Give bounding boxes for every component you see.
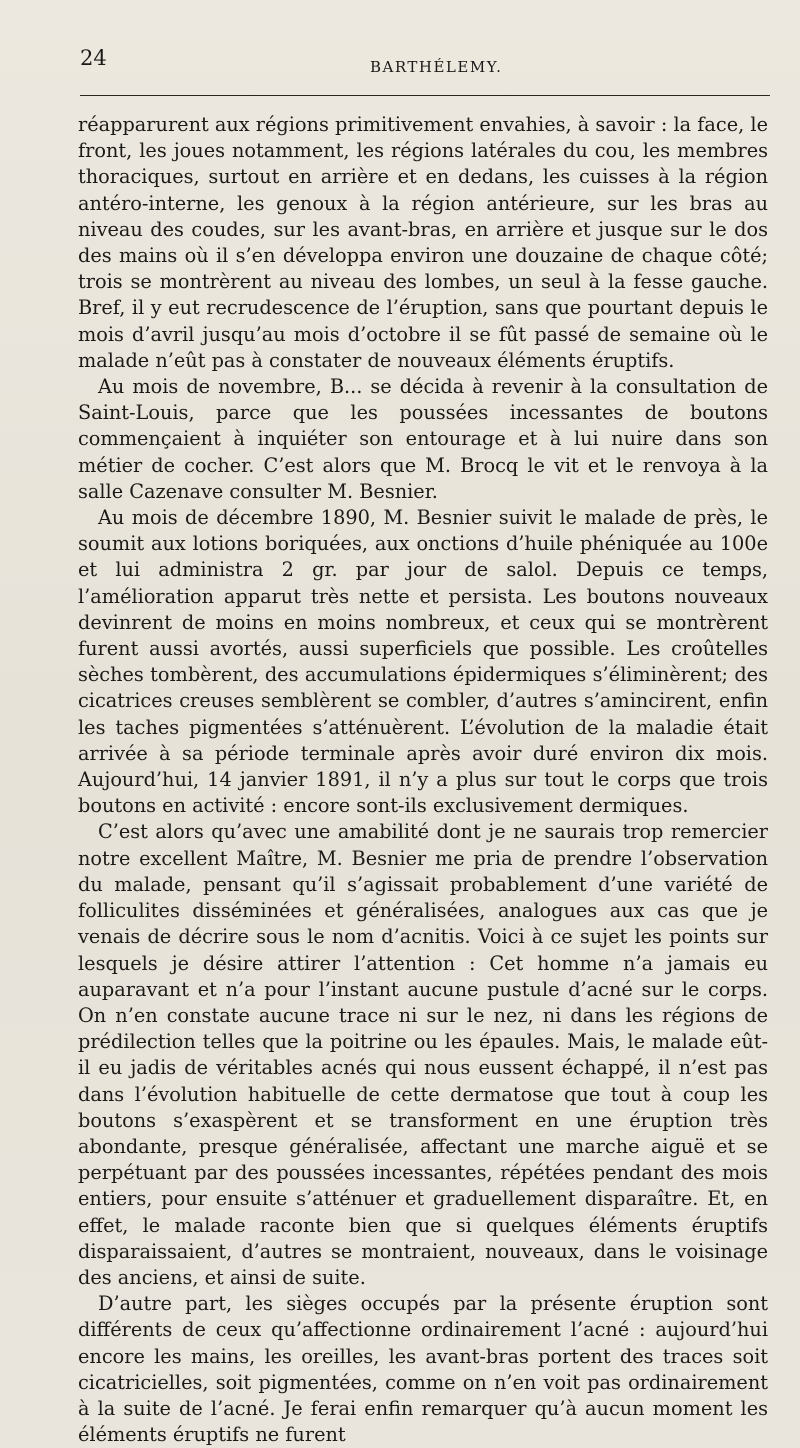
paragraph-decembre: Au mois de décembre 1890, M. Besnier suivit le malade de près, le soumit aux lotions boriquées, aux onctions d’huile phéniquée au 100e et lui administra 2 gr. par jour de salol. Depuis ce temps, l’amélioration apparut très nette et persista. Les boutons nouveaux devinrent de moins en moins nombreux, et ceux qui se montrèrent furent aussi avortés, aussi superficiels que possible. Les croûtelles sèches tombèrent, des accumulations épidermiques s’éliminèrent; des cicatrices creuses semblèrent se combler, d’autres s’amincirent, enfin les taches pigmentées s’atténuèrent. L’évolution de la maladie était arrivée à sa période terminale après avoir duré environ dix mois. Aujourd’hui, 14 janvier 1891, il n’y a plus sur tout le corps que trois boutons en activité : encore sont-ils exclusivement dermiques. — [78, 506, 768, 818]
page-number: 24 — [80, 46, 107, 70]
paragraph-observation: C’est alors qu’avec une amabilité dont je ne saurais trop remercier notre excellent Maître, M. Besnier me pria de prendre l’observation du malade, pensant qu’il s’agissait probablement d’une variété de folliculites disséminées et généralisées, analogues aux cas que je venais de décrire sous le nom d’acnitis. Voici à ce sujet les points sur lesquels je désire attirer l’attention : Cet homme n’a jamais eu auparavant et n’a pour l’instant aucune pustule d’acné sur le corps. On n’en constate aucune trace ni sur le nez, ni dans les régions de prédilection telles que la poitrine ou les épaules. Mais, le malade eût-il eu jadis de véritables acnés qui nous eussent échappé, il n’est pas dans l’évolution habituelle de cette dermatose que tout à coup les boutons s’exaspèrent et se transforment en une éruption très abondante, presque généralisée, affectant une marche aiguë et se perpétuant par des poussées incessantes, répétées pendant des mois entiers, pour ensuite s’atténuer et graduellement disparaître. Et, en effet, le malade raconte bien que si quelques éléments éruptifs disparaissaient, d’autres se montraient, nouveaux, dans le voisinage des anciens, et ainsi de suite. — [78, 820, 768, 1289]
running-head: BARTHÉLEMY. — [370, 58, 503, 76]
paragraph-novembre: Au mois de novembre, B... se décida à revenir à la consultation de Saint-Louis, parce que les poussées incessantes de boutons commençaient à inquiéter son entourage et à lui nuire dans son métier de cocher. C’est alors que M. Brocq le vit et le renvoya à la salle Cazenave consulter M. Besnier. — [78, 375, 768, 503]
page-header — [80, 42, 770, 102]
paragraph-sieges: D’autre part, les sièges occupés par la présente éruption sont différents de ceux qu’affectionne ordinairement l’acné : aujourd’hui encore les mains, les oreilles, les avant-bras portent des traces soit cicatricielles, soit pigmentées, comme on n’en voit pas ordinairement à la suite de l’acné. Je ferai enfin remarquer qu’à aucun moment les éléments éruptifs ne furent — [78, 1292, 768, 1447]
header-rule — [80, 95, 770, 96]
paragraph-continued: réapparurent aux régions primitivement envahies, à savoir : la face, le front, les joues notamment, les régions latérales du cou, les membres thoraciques, surtout en arrière et en dedans, les cuisses à la région antéro-interne, les genoux à la région antérieure, sur les bras au niveau des coudes, sur les avant-bras, en arrière et jusque sur le dos des mains où il s’en développa environ une douzaine de chaque côté; trois se montrèrent au niveau des lombes, un seul à la fesse gauche. Bref, il y eut recrudescence de l’éruption, sans que pourtant depuis le mois d’avril jusqu’au mois d’octobre il se fût passé de semaine où le malade n’eût pas à constater de nouveaux éléments éruptifs. — [78, 113, 768, 372]
body-text — [78, 112, 768, 1448]
